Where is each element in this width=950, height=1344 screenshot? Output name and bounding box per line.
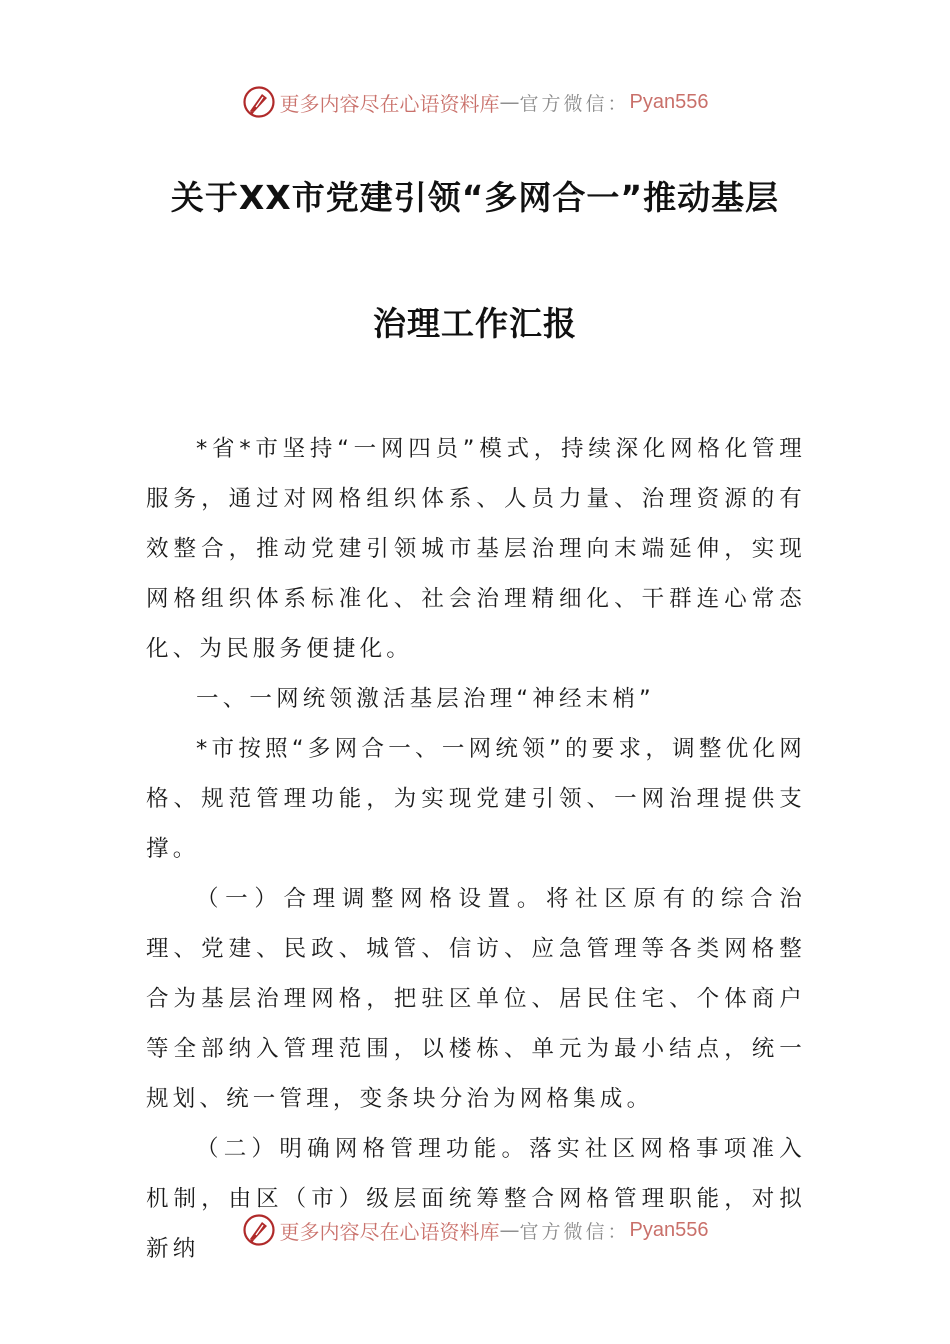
banner-slogan: 更多内容尽在心语资料库 — [279, 1219, 500, 1244]
banner-slogan: 更多内容尽在心语资料库 — [279, 91, 500, 116]
section-heading-1: 一、一网统领激活基层治理“神经末梢” — [196, 686, 655, 712]
banner-wechat-label: 官方微信： — [519, 92, 630, 115]
paragraph: *市按照“多网合一、一网统领”的要求，调整优化网格、规范管理功能，为实现党建引领、一网治理提供支撑。 — [146, 736, 806, 862]
page-title-line-2: 治理工作汇报 — [373, 304, 577, 343]
paragraph: （一）合理调整网格设置。将社区原有的综合治理、党建、民政、城管、信访、应急管理等各类网格整合为基层治理网格，把驻区单位、居民住宅、个体商户等全部纳入管理范围，以楼栋、单元为最小结点，统一规划、统一管理，变条块分治为网格集成。 — [146, 886, 806, 1112]
banner-wechat-id: Pyan556 — [629, 1218, 709, 1241]
banner-wechat-id: Pyan556 — [629, 90, 709, 113]
pen-nib-logo-icon — [242, 1213, 276, 1247]
paragraph: （二）明确网格管理功能。落实社区网格事项准入机制，由区（市）级层面统筹整合网格管理职能，对拟新纳 — [146, 1136, 806, 1262]
document-body — [146, 424, 806, 1274]
pen-nib-logo-icon — [242, 85, 276, 119]
banner-wechat-label: 官方微信： — [519, 1220, 630, 1243]
footer-banner — [0, 1210, 950, 1250]
paragraph-intro: *省*市坚持“一网四员”模式，持续深化网格化管理服务，通过对网格组织体系、人员力量、治理资源的有效整合，推动党建引领城市基层治理向末端延伸，实现网格组织体系标准化、社会治理精细化、干群连心常态化、为民服务便捷化。 — [146, 436, 806, 662]
banner-dash: — — [499, 90, 520, 114]
header-banner — [0, 82, 950, 122]
banner-dash: — — [499, 1218, 520, 1242]
page-title-line-1: 关于XX市党建引领“多网合一”推动基层 — [170, 178, 780, 217]
